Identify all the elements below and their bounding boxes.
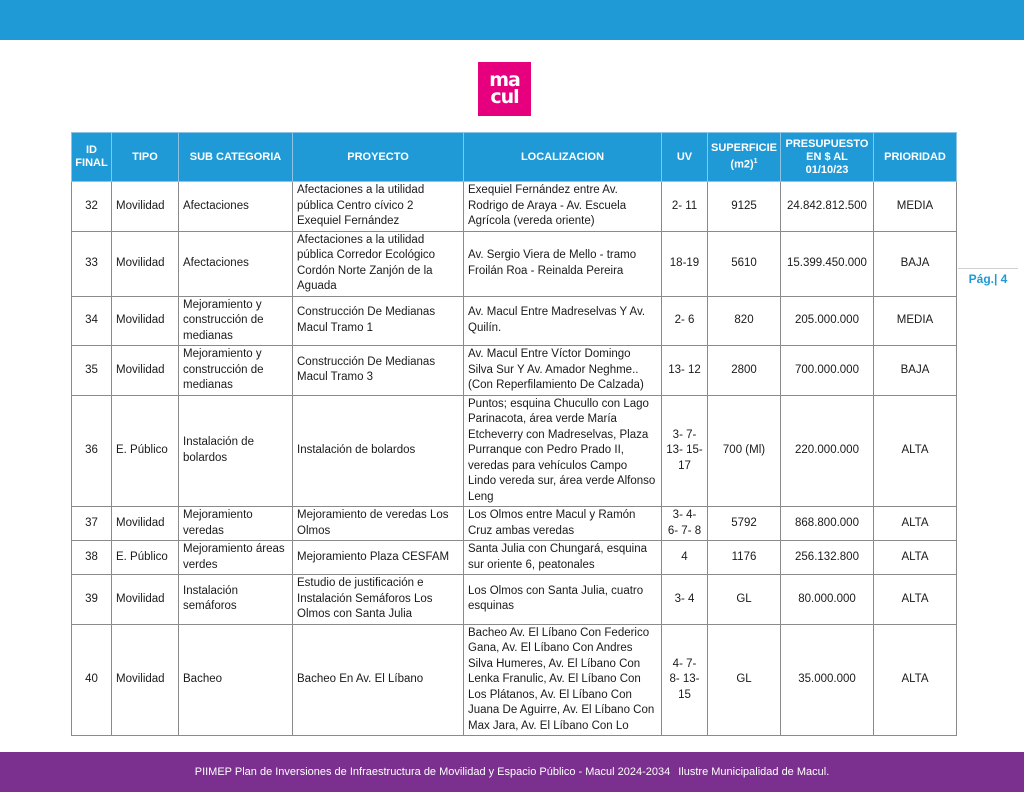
cell-tipo: Movilidad [112,182,179,232]
cell-tipo: Movilidad [112,296,179,346]
cell-localizacion: Av. Macul Entre Víctor Domingo Silva Sur Y Av. Amador Neghme.. (Con Reperfilamiento De Calzada) [464,346,662,396]
cell-tipo: Movilidad [112,346,179,396]
cell-id: 40 [72,624,112,736]
cell-tipo: Movilidad [112,231,179,296]
cell-uv: 13- 12 [662,346,708,396]
cell-proyecto: Afectaciones a la utilidad pública Centro cívico 2 Exequiel Fernández [293,182,464,232]
cell-presupuesto: 220.000.000 [781,395,874,507]
cell-superficie: 5792 [708,507,781,541]
cell-localizacion: Av. Sergio Viera de Mello - tramo Froilán Roa - Reinalda Pereira [464,231,662,296]
cell-localizacion: Los Olmos con Santa Julia, cuatro esquinas [464,575,662,625]
cell-presupuesto: 80.000.000 [781,575,874,625]
cell-superficie: 5610 [708,231,781,296]
cell-prioridad: MEDIA [874,182,957,232]
header-prioridad: PRIORIDAD [874,133,957,182]
page-number: Pág.| 4 [958,268,1018,286]
cell-tipo: E. Público [112,541,179,575]
cell-localizacion: Santa Julia con Chungará, esquina sur oriente 6, peatonales [464,541,662,575]
cell-uv: 3- 4- 6- 7- 8 [662,507,708,541]
cell-sub-categoria: Bacheo [179,624,293,736]
cell-id: 35 [72,346,112,396]
footer-plan-title: PIIMEP Plan de Inversiones de Infraestructura de Movilidad y Espacio Público - Macul 2024-2034 [194,766,671,778]
table-row [72,346,957,396]
cell-prioridad: ALTA [874,541,957,575]
header-id: ID FINAL [72,133,112,182]
table-row [72,231,957,296]
footnote-marker: 1 [753,158,758,166]
cell-proyecto: Mejoramiento de veredas Los Olmos [293,507,464,541]
table-row [72,507,957,541]
cell-id: 34 [72,296,112,346]
cell-uv: 2- 11 [662,182,708,232]
cell-tipo: Movilidad [112,575,179,625]
cell-uv: 4 [662,541,708,575]
table-row [72,296,957,346]
table-row [72,575,957,625]
cell-sub-categoria: Afectaciones [179,182,293,232]
cell-tipo: E. Público [112,395,179,507]
cell-proyecto: Estudio de justificación e Instalación Semáforos Los Olmos con Santa Julia [293,575,464,625]
cell-uv: 18-19 [662,231,708,296]
header-superficie-label: SUPERFICIE (m2) [711,142,778,171]
cell-uv: 4- 7- 8- 13- 15 [662,624,708,736]
cell-id: 36 [72,395,112,507]
logo-text-line1: ma [489,69,520,91]
cell-id: 33 [72,231,112,296]
cell-presupuesto: 15.399.450.000 [781,231,874,296]
cell-localizacion: Exequiel Fernández entre Av. Rodrigo de Araya - Av. Escuela Agrícola (vereda oriente) [464,182,662,232]
cell-superficie: 2800 [708,346,781,396]
cell-localizacion: Bacheo Av. El Líbano Con Federico Gana, Av. El Líbano Con Andres Silva Humeres, Av. El Líbano Con Lenka Franulic, Av. El Líbano Con Los Plátanos, Av. El Líbano Con Juana De Aguirre, Av. El Líbano Con Max Jara, Av. El Líbano Con Lo [464,624,662,736]
top-color-bar [0,0,1024,40]
cell-superficie: GL [708,624,781,736]
header-uv: UV [662,133,708,182]
cell-sub-categoria: Instalación semáforos [179,575,293,625]
macul-logo [478,62,531,116]
cell-localizacion: Los Olmos entre Macul y Ramón Cruz ambas veredas [464,507,662,541]
table-row [72,624,957,736]
footer-municipality: Ilustre Municipalidad de Macul. [678,766,830,778]
cell-superficie: 1176 [708,541,781,575]
cell-sub-categoria: Mejoramiento y construcción de medianas [179,296,293,346]
cell-superficie: 700 (Ml) [708,395,781,507]
cell-id: 37 [72,507,112,541]
cell-uv: 3- 4 [662,575,708,625]
header-sub-categoria: SUB CATEGORIA [179,133,293,182]
cell-prioridad: BAJA [874,346,957,396]
table-row [72,182,957,232]
cell-presupuesto: 868.800.000 [781,507,874,541]
cell-presupuesto: 24.842.812.500 [781,182,874,232]
cell-proyecto: Mejoramiento Plaza CESFAM [293,541,464,575]
cell-superficie: GL [708,575,781,625]
cell-presupuesto: 256.132.800 [781,541,874,575]
cell-sub-categoria: Instalación de bolardos [179,395,293,507]
cell-superficie: 9125 [708,182,781,232]
cell-prioridad: ALTA [874,575,957,625]
cell-sub-categoria: Mejoramiento áreas verdes [179,541,293,575]
cell-localizacion: Av. Macul Entre Madreselvas Y Av. Quilín. [464,296,662,346]
cell-proyecto: Construcción De Medianas Macul Tramo 1 [293,296,464,346]
cell-id: 32 [72,182,112,232]
cell-tipo: Movilidad [112,624,179,736]
table-row [72,395,957,507]
header-superficie [708,133,781,182]
table-row [72,541,957,575]
cell-uv: 3- 7- 13- 15- 17 [662,395,708,507]
header-localizacion: LOCALIZACION [464,133,662,182]
cell-tipo: Movilidad [112,507,179,541]
cell-prioridad: MEDIA [874,296,957,346]
cell-presupuesto: 205.000.000 [781,296,874,346]
footer-bar [0,752,1024,792]
cell-presupuesto: 35.000.000 [781,624,874,736]
projects-table [71,132,957,736]
cell-superficie: 820 [708,296,781,346]
cell-sub-categoria: Mejoramiento y construcción de medianas [179,346,293,396]
cell-id: 39 [72,575,112,625]
cell-localizacion: Puntos; esquina Chucullo con Lago Parinacota, área verde María Etcheverry con Madreselvas, Plaza Purranque con Pedro Prado II, veredas para vehículos Campo Lindo vereda sur, área verde Alfonso Leng [464,395,662,507]
cell-proyecto: Construcción De Medianas Macul Tramo 3 [293,346,464,396]
cell-proyecto: Instalación de bolardos [293,395,464,507]
cell-proyecto: Afectaciones a la utilidad pública Corredor Ecológico Cordón Norte Zanjón de la Aguada [293,231,464,296]
cell-uv: 2- 6 [662,296,708,346]
header-proyecto: PROYECTO [293,133,464,182]
cell-prioridad: ALTA [874,507,957,541]
cell-sub-categoria: Afectaciones [179,231,293,296]
header-presupuesto: PRESUPUESTO EN $ AL 01/10/23 [781,133,874,182]
table-header-row [72,133,957,182]
cell-proyecto: Bacheo En Av. El Líbano [293,624,464,736]
cell-prioridad: BAJA [874,231,957,296]
cell-prioridad: ALTA [874,395,957,507]
cell-sub-categoria: Mejoramiento veredas [179,507,293,541]
logo-text-line2: cul [490,86,519,108]
cell-prioridad: ALTA [874,624,957,736]
cell-id: 38 [72,541,112,575]
cell-presupuesto: 700.000.000 [781,346,874,396]
header-tipo: TIPO [112,133,179,182]
